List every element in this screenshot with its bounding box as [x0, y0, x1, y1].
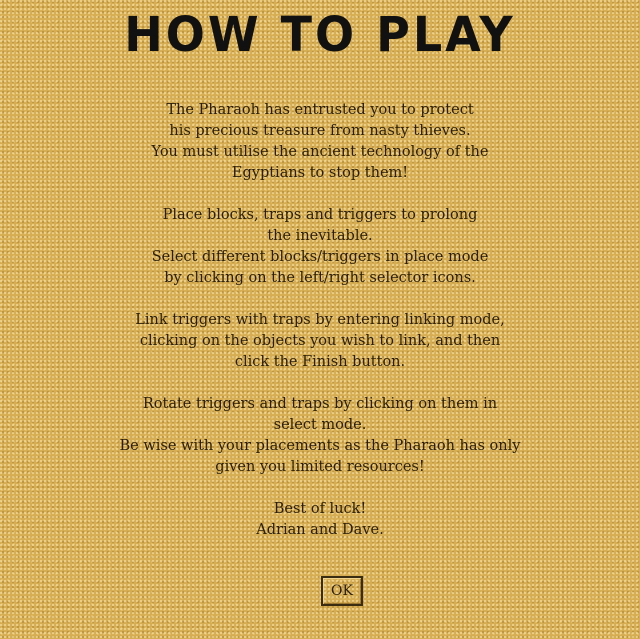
rotation-paragraph: [0, 394, 640, 478]
instruction-line: by clicking on the left/right selector icons.: [164, 270, 476, 286]
instruction-line: You must utilise the ancient technology of the: [151, 144, 489, 160]
page-title: HOW TO PLAY: [124, 5, 516, 63]
instruction-line: the inevitable.: [267, 228, 373, 244]
instruction-line: Egyptians to stop them!: [231, 165, 409, 181]
instruction-line: Place blocks, traps and triggers to prolong: [162, 207, 478, 223]
instruction-line: Be wise with your placements as the Pharaoh has only: [119, 438, 521, 454]
instruction-line: given you limited resources!: [215, 459, 425, 475]
instruction-line: Rotate triggers and traps by clicking on them in: [142, 396, 498, 412]
instruction-line: his precious treasure from nasty thieves.: [169, 123, 471, 139]
instruction-line: click the Finish button.: [234, 354, 406, 370]
instruction-line: Select different blocks/triggers in place mode: [151, 249, 489, 265]
instruction-line: select mode.: [273, 417, 367, 433]
instruction-line: clicking on the objects you wish to link, and then: [139, 333, 501, 349]
instructions-text: [0, 100, 640, 562]
linking-paragraph: [0, 310, 640, 373]
intro-paragraph: [0, 100, 640, 184]
placement-paragraph: [0, 205, 640, 289]
instruction-line: The Pharaoh has entrusted you to protect: [166, 102, 474, 118]
signoff-paragraph: [0, 499, 640, 541]
instruction-line: Best of luck!: [273, 501, 367, 517]
ok-button[interactable]: OK: [321, 576, 363, 606]
instruction-line: Adrian and Dave.: [256, 522, 384, 538]
instruction-line: Link triggers with traps by entering linking mode,: [135, 312, 505, 328]
